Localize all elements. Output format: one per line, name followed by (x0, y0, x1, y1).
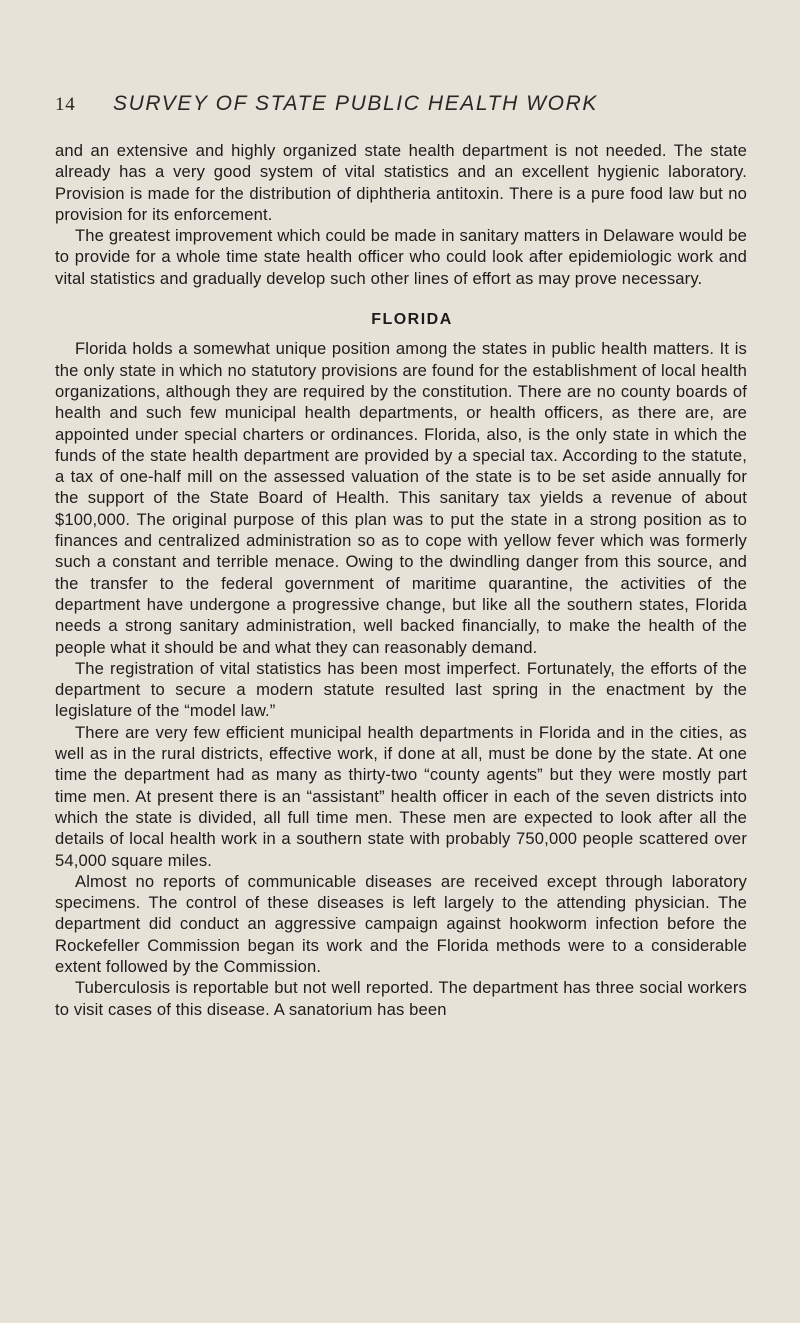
running-header (55, 92, 745, 116)
paragraph-florida-3: There are very few efficient municipal health departments in Florida and in the cities, as well as in the rural districts, effective work, if done at all, must be done by the state. At one time the department had as many as thirty-two “county agents” but they were mostly part time men. At present there is an “assistant” health officer in each of the seven districts into which the state is divided, all full time men. These men are expected to look after all the details of local health work in a southern state with probably 750,000 people scattered over 54,000 square miles. (55, 722, 747, 870)
paragraph-florida-2: The registration of vital statistics has been most imperfect. Fortunately, the efforts of the department to secure a modern statute resulted last spring in the enactment by the legislature of the “model law.” (55, 658, 747, 721)
paragraph-florida-4: Almost no reports of communicable diseases are received except through laboratory specimens. The control of these diseases is left largely to the attending physician. The department did conduct an aggressive campaign against hookworm infection before the Rockefeller Commission began its work and the Florida methods were to a considerable extent followed by the Commission. (55, 871, 747, 976)
page-number: 14 (55, 94, 76, 115)
paragraph-florida-5: Tuberculosis is reportable but not well reported. The department has three social workers to visit cases of this disease. A sanatorium has been (55, 978, 747, 1019)
running-title: SURVEY OF STATE PUBLIC HEALTH WORK (113, 92, 598, 115)
text-body (55, 140, 747, 1020)
section-heading-florida: FLORIDA (371, 311, 453, 329)
paragraph-delaware-1: and an extensive and highly organized state health department is not needed. The state already has a very good system of vital statistics and an excellent hygienic laboratory. Provision is made for the distribution of diphtheria antitoxin. There is a pure food law but no provision for its enforcement. (55, 141, 747, 224)
paragraph-delaware-2: The greatest improvement which could be made in sanitary matters in Delaware would be to provide for a whole time state health officer who could look after epidemiologic work and vital statistics and gradually develop such other lines of effort as may prove necessary. (55, 226, 747, 288)
paragraph-florida-1: Florida holds a somewhat unique position among the states in public health matters. It is the only state in which no statutory provisions are found for the establishment of local health organizations, although they are required by the constitution. There are no county boards of health and such few municipal health departments, or health officers, as there are, are appointed under special charters or ordinances. Florida, also, is the only state in which the funds of the state health department are provided by a special tax. According to the statute, a tax of one-half mill on the assessed valuation of the state is to be set aside annually for the support of the State Board of Health. This sanitary tax yields a revenue of about $100,000. The original purpose of this plan was to put the state in a strong position as to finances and centralized administration so as to cope with yellow fever which was formerly such a constant and terrible menace. Owing to the dwindling danger from this source, and the transfer to the federal government of maritime quarantine, the activities of the department have undergone a progressive change, but like all the southern states, Florida needs a strong sanitary administration, well backed financially, to make the health of the people what it should be and what they can reasonably demand. (55, 339, 747, 657)
